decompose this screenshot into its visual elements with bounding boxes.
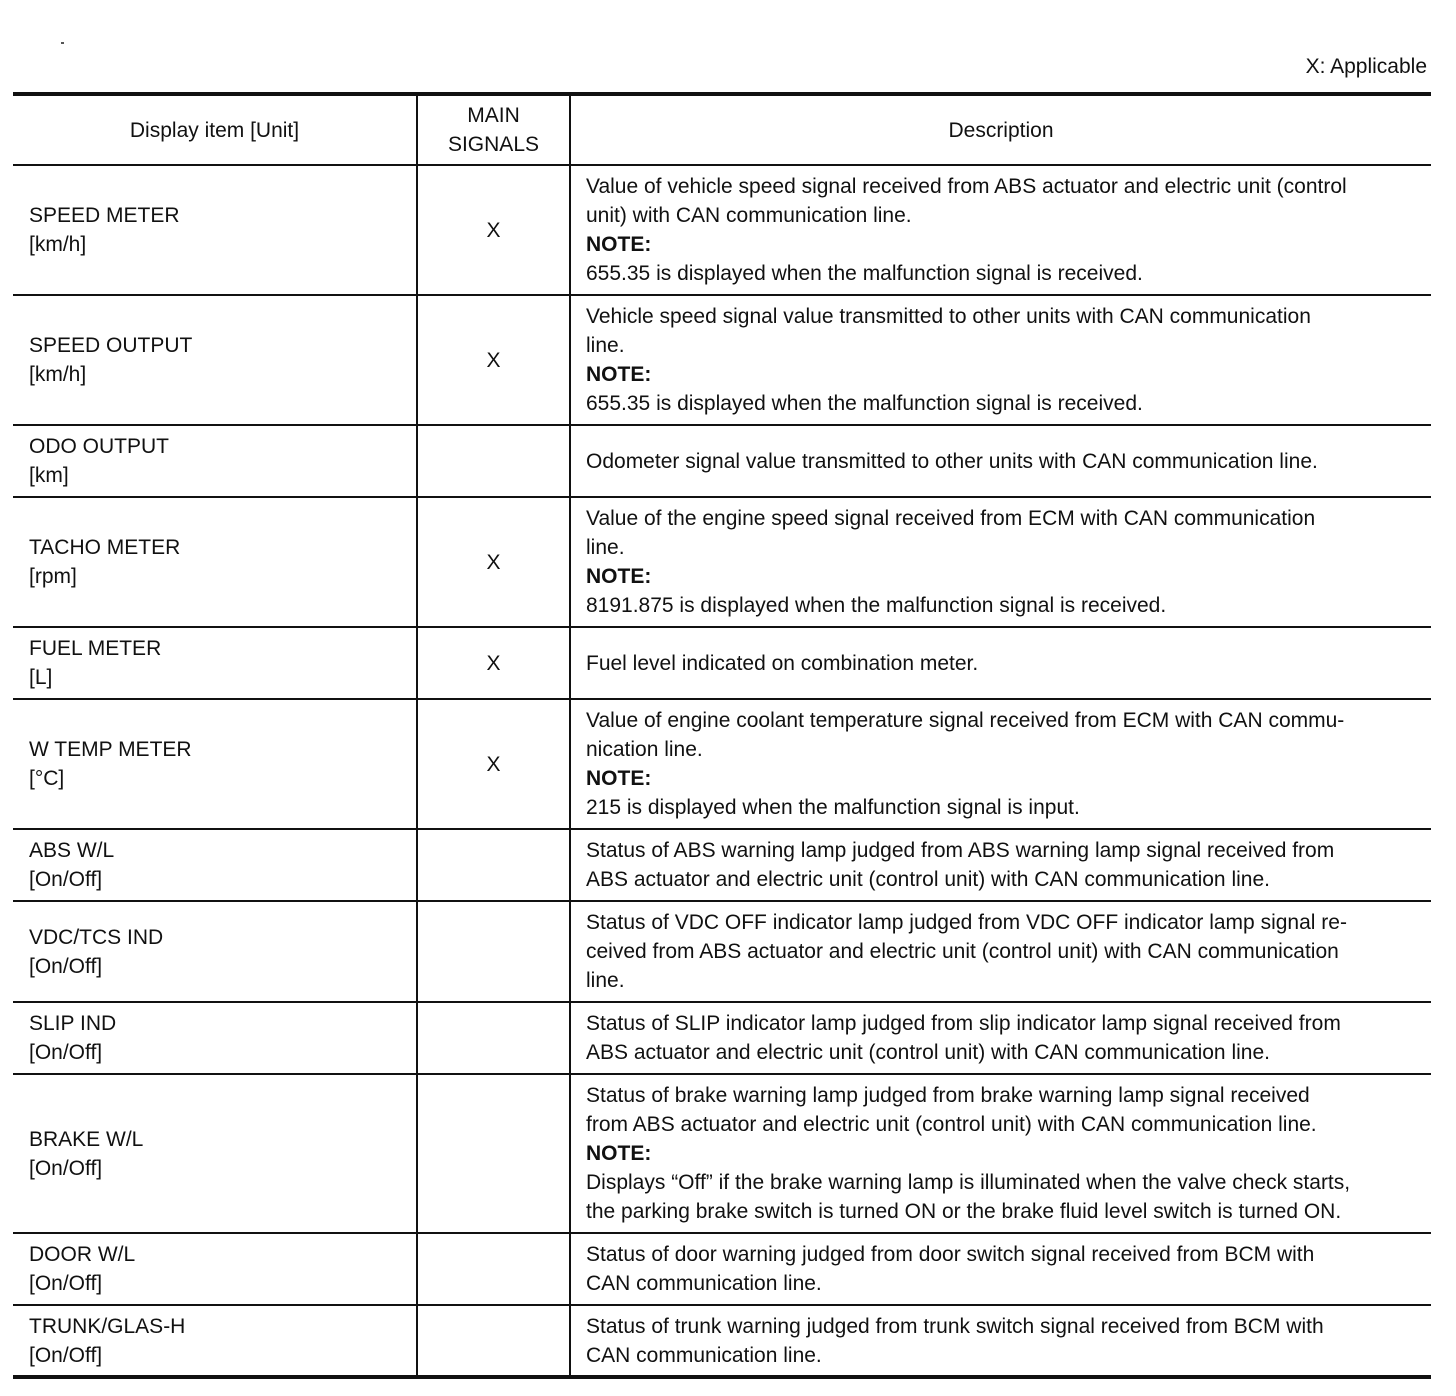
item-cell <box>13 901 417 1002</box>
table-row <box>13 295 1431 425</box>
table-row <box>13 627 1431 699</box>
item-unit: [On/Off] <box>29 954 103 978</box>
table-row <box>13 829 1431 901</box>
description-cell <box>570 165 1431 295</box>
description-cell <box>570 1074 1431 1233</box>
note-text: 655.35 is displayed when the malfunction signal is received. <box>586 392 1143 415</box>
desc-line: Status of SLIP indicator lamp judged from slip indicator lamp signal received from <box>586 1012 1341 1035</box>
main-signal-mark <box>417 829 570 901</box>
header-main-signals <box>417 94 570 165</box>
item-name: ABS W/L <box>29 839 115 862</box>
note-text: the parking brake switch is turned ON or the brake fluid level switch is turned ON. <box>586 1200 1342 1223</box>
desc-line: Status of VDC OFF indicator lamp judged from VDC OFF indicator lamp signal re- <box>586 911 1347 934</box>
desc-line: CAN communication line. <box>586 1272 822 1295</box>
desc-line: nication line. <box>586 738 703 761</box>
table-row <box>13 425 1431 497</box>
item-cell <box>13 165 417 295</box>
item-cell <box>13 425 417 497</box>
item-cell <box>13 829 417 901</box>
item-unit: [km] <box>29 464 69 487</box>
item-cell <box>13 295 417 425</box>
item-unit: [°C] <box>29 767 65 790</box>
note-label: NOTE: <box>586 363 652 386</box>
item-name: TACHO METER <box>29 536 181 559</box>
item-unit: [On/Off] <box>29 1041 103 1064</box>
table-row <box>13 901 1431 1002</box>
table-row <box>13 497 1431 627</box>
desc-line: Value of engine coolant temperature signal received from ECM with CAN commu- <box>586 709 1345 732</box>
desc-line: Status of door warning judged from door switch signal received from BCM with <box>586 1243 1315 1266</box>
item-unit: [On/Off] <box>29 1156 103 1180</box>
item-name: SPEED OUTPUT <box>29 334 193 357</box>
note-text: Displays “Off” if the brake warning lamp is illuminated when the valve check starts, <box>586 1171 1351 1194</box>
item-cell <box>13 1002 417 1074</box>
desc-line: line. <box>586 536 625 559</box>
table-row <box>13 1305 1431 1377</box>
note-text: 8191.875 is displayed when the malfunction signal is received. <box>586 594 1167 617</box>
item-name: SLIP IND <box>29 1012 117 1035</box>
desc-line: Status of brake warning lamp judged from brake warning lamp signal received <box>586 1084 1310 1107</box>
stray-mark <box>61 42 64 44</box>
main-signal-mark: X <box>417 295 570 425</box>
note-text: 655.35 is displayed when the malfunction signal is received. <box>586 262 1143 285</box>
desc-line: line. <box>586 969 625 992</box>
main-signal-mark <box>417 1002 570 1074</box>
item-unit: [km/h] <box>29 363 87 386</box>
table-row <box>13 165 1431 295</box>
item-name: FUEL METER <box>29 637 162 660</box>
display-item-table <box>13 92 1431 1379</box>
table-row <box>13 1002 1431 1074</box>
item-name: BRAKE W/L <box>29 1127 144 1151</box>
main-signal-mark <box>417 425 570 497</box>
main-signal-mark <box>417 1305 570 1377</box>
desc-line: Value of the engine speed signal received from ECM with CAN communication <box>586 507 1316 530</box>
item-cell <box>13 627 417 699</box>
note-label: NOTE: <box>586 1142 652 1165</box>
desc-line: line. <box>586 334 625 357</box>
description-cell <box>570 497 1431 627</box>
description-cell <box>570 1233 1431 1305</box>
desc-line: CAN communication line. <box>586 1343 822 1367</box>
item-name: TRUNK/GLAS-H <box>29 1314 186 1338</box>
desc-line: from ABS actuator and electric unit (control unit) with CAN communication line. <box>586 1113 1317 1136</box>
item-name: VDC/TCS IND <box>29 925 164 949</box>
desc-line: Odometer signal value transmitted to other units with CAN communication line. <box>586 449 1318 473</box>
item-unit: [On/Off] <box>29 1272 103 1295</box>
desc-line: unit) with CAN communication line. <box>586 204 912 227</box>
desc-line: Fuel level indicated on combination meter. <box>586 651 979 675</box>
note-label: NOTE: <box>586 233 652 256</box>
item-unit: [On/Off] <box>29 1343 103 1367</box>
item-unit: [km/h] <box>29 233 87 256</box>
item-unit: [On/Off] <box>29 868 103 891</box>
item-cell <box>13 497 417 627</box>
item-name: DOOR W/L <box>29 1243 136 1266</box>
desc-line: Vehicle speed signal value transmitted to other units with CAN communication <box>586 305 1311 328</box>
header-display-item: Display item [Unit] <box>13 94 417 165</box>
description-cell <box>570 901 1431 1002</box>
desc-line: ceived from ABS actuator and electric unit (control unit) with CAN communication <box>586 940 1339 963</box>
item-unit: [L] <box>29 666 53 689</box>
main-signal-mark: X <box>417 699 570 829</box>
description-cell <box>570 295 1431 425</box>
description-cell <box>570 829 1431 901</box>
table-row <box>13 1233 1431 1305</box>
table-row <box>13 1074 1431 1233</box>
desc-line: ABS actuator and electric unit (control unit) with CAN communication line. <box>586 868 1270 891</box>
applicable-legend: X: Applicable <box>1305 55 1427 78</box>
description-cell <box>570 627 1431 699</box>
item-cell <box>13 1233 417 1305</box>
table-row <box>13 699 1431 829</box>
item-name: W TEMP METER <box>29 738 192 761</box>
item-cell <box>13 1305 417 1377</box>
main-signal-mark <box>417 901 570 1002</box>
header-row <box>13 94 1431 165</box>
desc-line: Status of ABS warning lamp judged from ABS warning lamp signal received from <box>586 839 1335 862</box>
item-name: SPEED METER <box>29 204 180 227</box>
main-signal-mark: X <box>417 497 570 627</box>
desc-line: Value of vehicle speed signal received from ABS actuator and electric unit (control <box>586 175 1347 198</box>
note-text: 215 is displayed when the malfunction signal is input. <box>586 796 1080 819</box>
description-cell <box>570 1305 1431 1377</box>
note-label: NOTE: <box>586 767 652 790</box>
item-cell <box>13 699 417 829</box>
item-cell <box>13 1074 417 1233</box>
main-signal-mark: X <box>417 627 570 699</box>
description-cell <box>570 1002 1431 1074</box>
note-label: NOTE: <box>586 565 652 588</box>
header-description: Description <box>570 94 1431 165</box>
desc-line: Status of trunk warning judged from trunk switch signal received from BCM with <box>586 1314 1324 1338</box>
main-signal-mark <box>417 1233 570 1305</box>
description-cell <box>570 425 1431 497</box>
header-main-signals-line2: SIGNALS <box>447 133 540 156</box>
desc-line: ABS actuator and electric unit (control unit) with CAN communication line. <box>586 1041 1270 1064</box>
item-unit: [rpm] <box>29 565 77 588</box>
item-name: ODO OUTPUT <box>29 435 169 458</box>
main-signal-mark <box>417 1074 570 1233</box>
main-signal-mark: X <box>417 165 570 295</box>
header-main-signals-line1: MAIN <box>467 104 520 127</box>
description-cell <box>570 699 1431 829</box>
